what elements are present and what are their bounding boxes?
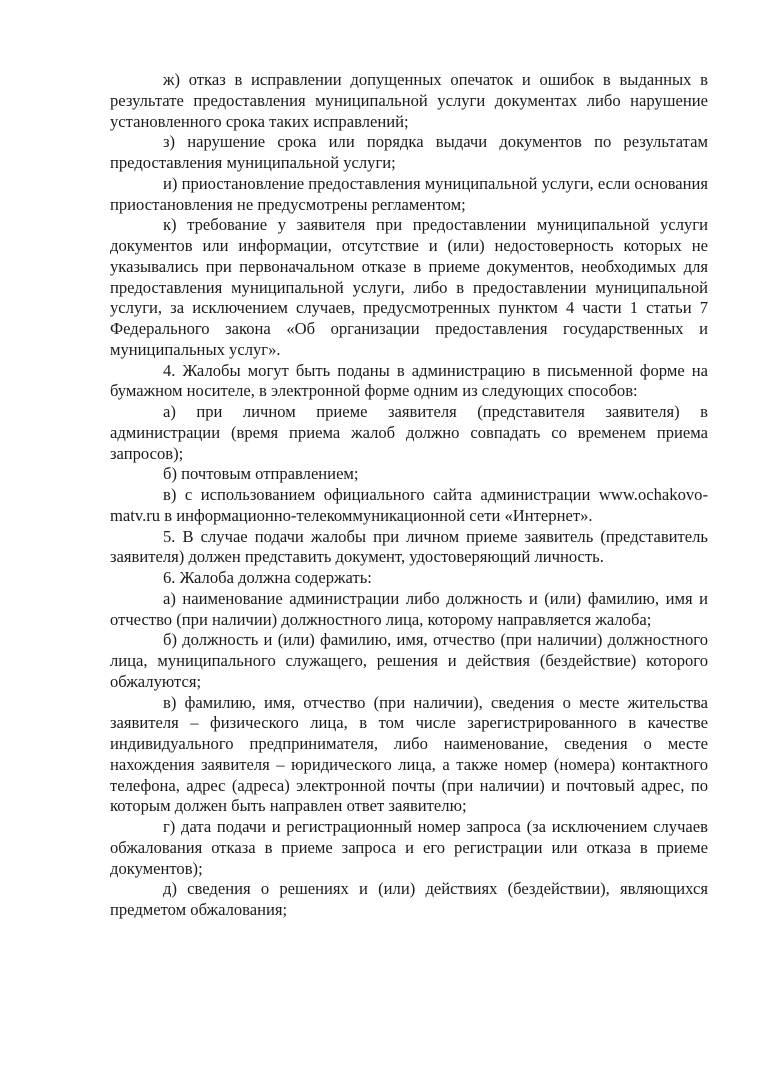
paragraph-item-4v: в) с использованием официального сайта администрации www.ochakovo-matv.ru в информационно-телекоммуникационной сети «Интернет». [110,485,708,525]
paragraph-item-6a: а) наименование администрации либо должность и (или) фамилию, имя и отчество (при наличии) должностного лица, которому направляется жалоба; [110,588,708,629]
paragraph-item-k: к) требование у заявителя при предоставлении муниципальной услуги документов или информации, отсутствие и (или) недостоверность которых не указывались при первоначальном отказе в приеме документов, необходимых для предоставления муниципальной услуги, либо в предоставлении муниципальной услуги, за исключением случаев, предусмотренных пунктом 4 части 1 статьи 7 Федерального закона «Об организации предоставления государственных и муниципальных услуг». [110,215,708,359]
paragraph-section-5: 5. В случае подачи жалобы при личном приеме заявитель (представитель заявителя) должен представить документ, удостоверяющий личность. [110,526,708,567]
paragraph-item-4b: б) почтовым отправлением; [163,464,359,484]
paragraph-item-4a: а) при личном приеме заявителя (представителя заявителя) в администрации (время приема жалоб должно совпадать со временем приема запросов); [110,402,708,463]
paragraph-section-6: 6. Жалоба должна содержать: [163,568,372,587]
paragraph-item-i: и) приостановление предоставления муниципальной услуги, если основания приостановления не предусмотрены регламентом; [110,173,708,214]
paragraph-item-6v: в) фамилию, имя, отчество (при наличии), сведения о месте жительства заявителя – физического лица, в том числе зарегистрированного в качестве индивидуального предпринимателя, либо наименование, сведения о месте нахождения заявителя – юридического лица, а также номер (номера) контактного телефона, адрес (адреса) электронной почты (при наличии) и почтовый адрес, по которым должен быть направлен ответ заявителю; [110,692,708,816]
paragraph-section-4: 4. Жалобы могут быть поданы в администрацию в письменной форме на бумажном носителе, в электронной форме одним из следующих способов: [110,360,708,401]
document-page [110,70,708,921]
paragraph-item-6b: б) должность и (или) фамилию, имя, отчество (при наличии) должностного лица, муниципального служащего, решения и действия (бездействие) которого обжалуются; [110,630,708,691]
paragraph-item-z: з) нарушение срока или порядка выдачи документов по результатам предоставления муниципальной услуги; [110,132,708,172]
paragraph-item-zh: ж) отказ в исправлении допущенных опечаток и ошибок в выданных в результате предоставления муниципальной услуги документах либо нарушение установленного срока таких исправлений; [110,70,708,131]
paragraph-item-6d: д) сведения о решениях и (или) действиях (бездействии), являющихся предметом обжалования; [110,879,708,919]
paragraph-item-6g: г) дата подачи и регистрационный номер запроса (за исключением случаев обжалования отказа в приеме запроса и его регистрации или отказа в приеме документов); [110,817,708,878]
